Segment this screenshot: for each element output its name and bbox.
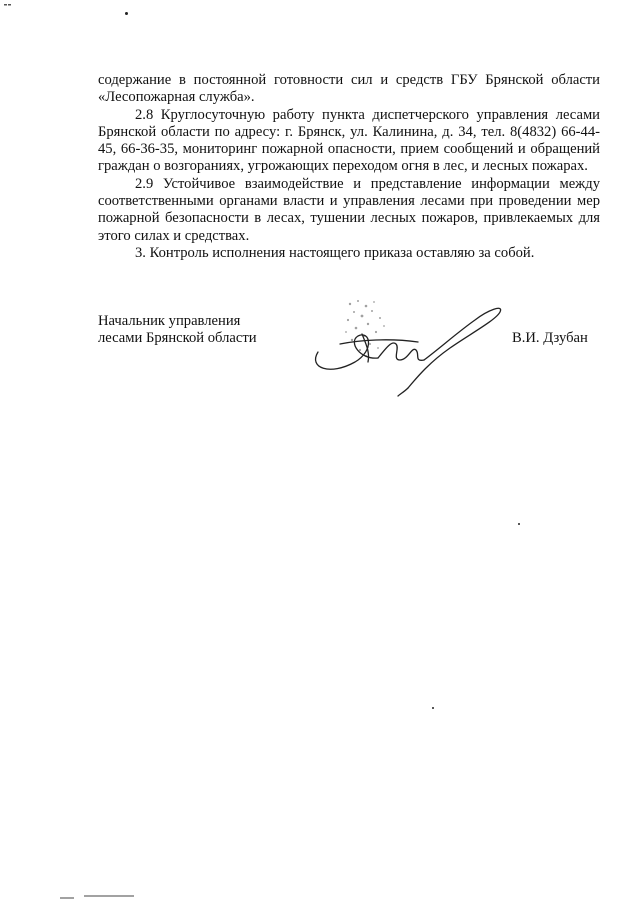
signatory-title bbox=[98, 313, 257, 348]
bottom-scan-artifact bbox=[60, 893, 140, 901]
signatory-title-line-1: Начальник управления bbox=[98, 313, 241, 329]
corner-scan-mark bbox=[4, 4, 14, 8]
paragraph-continuation: содержание в постоянной готовности сил и средств ГБУ Брянской области «Лесопожарная служба». bbox=[98, 72, 600, 106]
scan-speck bbox=[432, 707, 434, 709]
scan-speck bbox=[518, 523, 520, 525]
signatory-title-line-2: лесами Брянской области bbox=[98, 330, 257, 347]
signatory-name: В.И. Дзубан bbox=[512, 330, 588, 346]
paragraph-2-8: 2.8 Круглосуточную работу пункта диспетчерского управления лесами Брянской области по адресу: г. Брянск, ул. Калинина, д. 34, тел. 8(4832) 66-44-45, 66-36-35, мониторинг пожарной опасности, прием сообщений и обращений граждан о возгораниях, угрожающих переходом огня в лес, и лесных пожарах. bbox=[98, 106, 600, 175]
handwritten-signature bbox=[300, 290, 510, 400]
paragraph-3: 3. Контроль исполнения настоящего приказа оставляю за собой. bbox=[135, 244, 535, 261]
scan-speck bbox=[125, 12, 128, 15]
paragraph-2-9: 2.9 Устойчивое взаимодействие и представление информации между соответственными органами власти и управления лесами при проведении мер пожарной безопасности в лесах, тушении лесных пожаров, привлекаемых для этого силах и средствах. bbox=[98, 175, 600, 244]
order-body bbox=[98, 72, 600, 262]
